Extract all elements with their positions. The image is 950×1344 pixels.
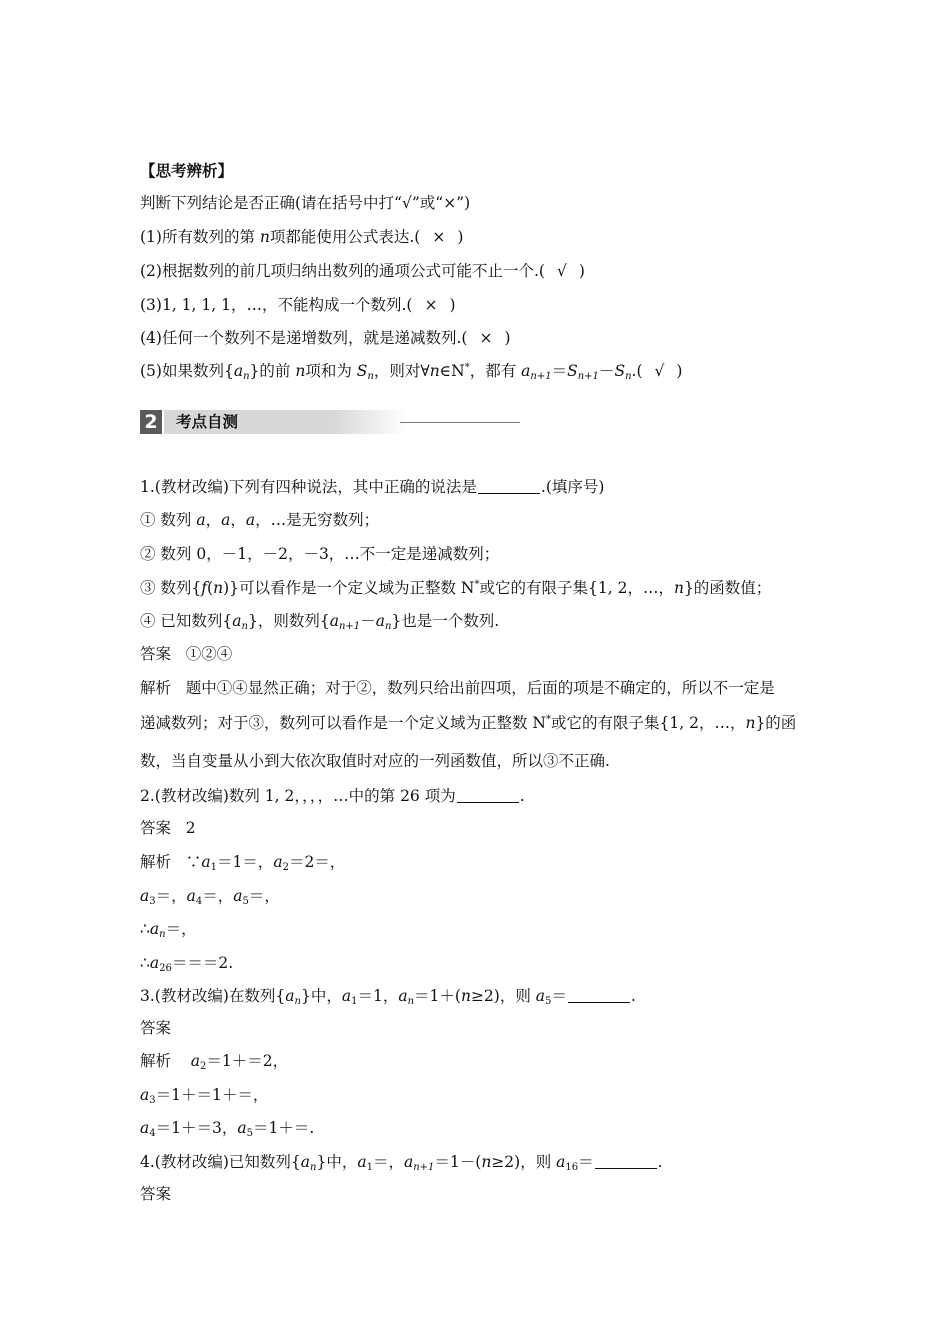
cross-mark: ×: [424, 296, 438, 314]
q3-answer: 答案: [140, 1019, 172, 1037]
q1-stem: 1.(教材改编)下列有四种说法，其中正确的说法是 .(填序号): [140, 478, 605, 496]
q3-stem: 3.(教材改编)在数列$\{a_n\}$中，$a_1=1$，$a_n=1+(n\ge 2)$，则 $a_5=$ .: [140, 987, 636, 1007]
q3-analysis-line-2: $a_3=1+=1+=$，: [140, 1086, 269, 1106]
q4-answer: 答案: [140, 1185, 172, 1203]
answer-blank: [457, 788, 519, 803]
q1-option-3: ③ 数列{f(n)}可以看作是一个定义域为正整数 N*或它的有限子集{1, 2，…，n}的函数值；: [140, 579, 772, 597]
sikao-heading: 【思考辨析】: [140, 161, 234, 180]
q1-option-2: ② 数列 0，－1，－2，－3，…不一定是递减数列；: [140, 545, 500, 563]
q2-analysis-line-3: $\therefore a_n=$，: [140, 920, 197, 940]
check-mark: √: [556, 262, 567, 280]
q1-answer: 答案 ①②④: [140, 645, 233, 663]
cross-mark: ×: [479, 329, 493, 347]
q2-analysis-line-1: 解析 $\because a_1=1=$，$a_2=2=$，: [140, 853, 346, 873]
answer-blank: [478, 479, 540, 494]
q1-option-1: ① 数列 a，a，a，…是无穷数列；: [140, 511, 380, 529]
q1-analysis-line-3: 数，当自变量从小到大依次取值时对应的一列函数值，所以③不正确.: [140, 752, 610, 770]
q2-analysis-line-4: $\therefore a_{26}===2$.: [140, 954, 234, 974]
sikao-item-1: (1)所有数列的第 n项都能使用公式表达.( × ): [140, 228, 464, 246]
sikao-item-3: (3)1, 1, 1, 1，…，不能构成一个数列.( × ): [140, 296, 456, 314]
q1-analysis-line-1: 解析 题中①④显然正确；对于②，数列只给出前四项，后面的项是不确定的，所以不一定是: [140, 679, 775, 697]
q3-analysis-line-3: $a_4=1+=3$，$a_5=1+=$.: [140, 1119, 315, 1139]
section-number: 2: [140, 410, 162, 434]
q4-stem: 4.(教材改编)已知数列$\{a_n\}$中，$a_1=$，$a_{n+1}=1-(n\ge 2)$，则 $a_{16}=$ .: [140, 1153, 663, 1173]
section-divider: [400, 422, 520, 423]
section-title: 考点自测: [176, 413, 239, 431]
answer-blank: [595, 1154, 657, 1169]
sikao-item-5: (5)如果数列$\{a_n\}$的前 n项和为 $S_n$，则对∀n∈N*，都有 $a_{n+1}=S_{n+1}-S_n$.( √ ): [140, 362, 683, 382]
q1-analysis-line-2: 递减数列；对于③，数列可以看作是一个定义域为正整数 N*或它的有限子集{1, 2，…，n}的函: [140, 714, 797, 732]
q2-stem: 2.(教材改编)数列 1, 2，，，，…中的第 26 项为 .: [140, 787, 525, 805]
section-header: [140, 410, 520, 434]
sikao-instruction: 判断下列结论是否正确(请在括号中打“√”或“×”): [140, 194, 471, 212]
sikao-item-2: (2)根据数列的前几项归纳出数列的通项公式可能不止一个.( √ ): [140, 262, 585, 280]
q1-option-4: ④ 已知数列$\{a_n\}$，则数列$\{a_{n+1}-a_n\}$也是一个数列.: [140, 612, 500, 632]
cross-mark: ×: [432, 228, 446, 246]
answer-blank: [568, 988, 630, 1003]
q3-analysis-line-1: 解析 $a_2=1+=2$，: [140, 1052, 289, 1072]
q2-analysis-line-2: $a_3=$，$a_4=$，$a_5=$，: [140, 887, 280, 907]
q2-answer: 答案 2: [140, 819, 196, 837]
sikao-item-4: (4)任何一个数列不是递增数列，就是递减数列.( × ): [140, 329, 511, 347]
check-mark: √: [654, 362, 665, 380]
